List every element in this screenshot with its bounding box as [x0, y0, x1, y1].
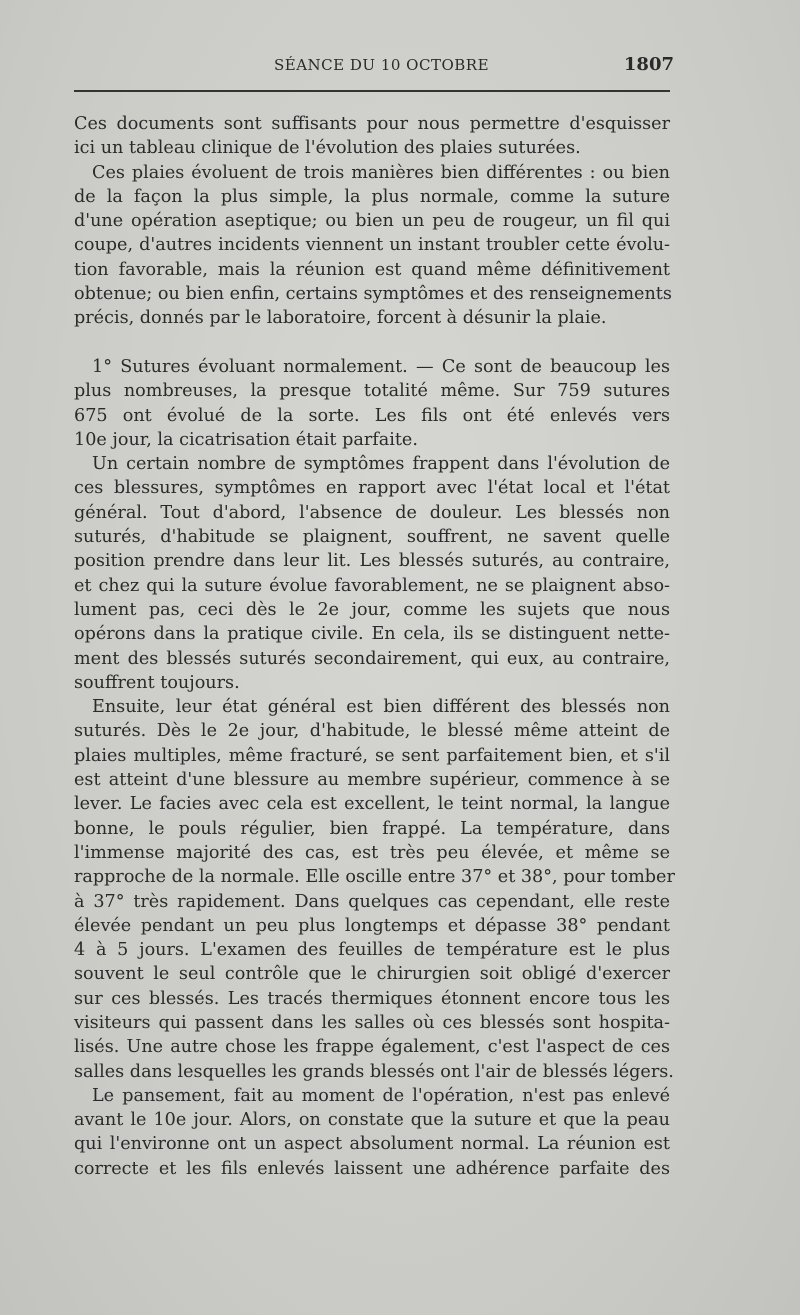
text-line: souvent le seul contrôle que le chirurgien soit obligé d'exercer	[74, 964, 670, 985]
text-line: d'une opération aseptique; ou bien un peu de rougeur, un fil qui	[74, 211, 670, 232]
body-text	[74, 112, 675, 1181]
text-line: plus nombreuses, la presque totalité même. Sur 759 sutures	[74, 381, 670, 402]
text-line: général. Tout d'abord, l'absence de douleur. Les blessés non	[74, 502, 670, 523]
text-line: Ensuite, leur état général est bien différent des blessés non	[92, 697, 670, 718]
text-line: obtenue; ou bien enfin, certains symptômes et des renseignements	[74, 284, 672, 305]
book-page	[74, 52, 675, 1179]
text-line: coupe, d'autres incidents viennent un instant troubler cette évolu-	[74, 235, 670, 256]
text-line: lever. Le facies avec cela est excellent, le teint normal, la langue	[74, 794, 670, 815]
text-line: à 37° très rapidement. Dans quelques cas cependant, elle reste	[74, 891, 670, 912]
text-line: tion favorable, mais la réunion est quand même définitivement	[74, 259, 670, 280]
text-line: Ces documents sont suffisants pour nous permettre d'esquisser	[74, 114, 670, 134]
text-line: et chez qui la suture évolue favorablement, ne se plaignent abso-	[74, 575, 670, 596]
section-heading-text: 1° Sutures évoluant normalement. — Ce sont de beaucoup les	[92, 356, 670, 377]
text-line: précis, donnés par le laboratoire, forcent à désunir la plaie.	[74, 308, 607, 329]
text-line: rapproche de la normale. Elle oscille entre 37° et 38°, pour tomber	[74, 867, 675, 888]
text-line: lisés. Une autre chose les frappe également, c'est l'aspect de ces	[74, 1037, 670, 1058]
text-line: 4 à 5 jours. L'examen des feuilles de température est le plus	[74, 940, 670, 961]
text-line: 10e jour, la cicatrisation était parfaite.	[74, 429, 418, 450]
text-line: ment des blessés suturés secondairement, qui eux, au contraire,	[74, 648, 670, 669]
text-line: Le pansement, fait au moment de l'opération, n'est pas enlevé	[92, 1085, 670, 1106]
text-line: qui l'environne ont un aspect absolument normal. La réunion est	[74, 1134, 670, 1155]
text-line: correcte et les fils enlevés laissent une adhérence parfaite des	[74, 1158, 670, 1179]
text-line: 675 ont évolué de la sorte. Les fils ont été enlevés vers	[74, 405, 670, 426]
text-line: suturés. Dès le 2e jour, d'habitude, le blessé même atteint de	[74, 721, 670, 742]
text-line: l'immense majorité des cas, est très peu élevée, et même se	[74, 842, 670, 863]
text-line: sur ces blessés. Les tracés thermiques étonnent encore tous les	[74, 988, 670, 1009]
running-head-title: SÉANCE DU 10 OCTOBRE	[274, 56, 490, 74]
text-line: Un certain nombre de symptômes frappent dans l'évolution de	[92, 454, 670, 475]
text-line: visiteurs qui passent dans les salles où ces blessés sont hospita-	[74, 1012, 670, 1033]
text-line: ici un tableau clinique de l'évolution des plaies suturées.	[74, 138, 581, 159]
text-line: suturés, d'habitude se plaignent, souffrent, ne savent quelle	[74, 527, 670, 548]
text-line: position prendre dans leur lit. Les blessés suturés, au contraire,	[74, 551, 670, 572]
text-line: élevée pendant un peu plus longtemps et dépasse 38° pendant	[74, 915, 670, 936]
text-line: opérons dans la pratique civile. En cela, ils se distinguent nette-	[74, 624, 670, 645]
text-line: salles dans lesquelles les grands blessés ont l'air de blessés légers.	[74, 1061, 674, 1082]
header-rule	[74, 90, 670, 92]
text-line: bonne, le pouls régulier, bien frappé. La température, dans	[74, 818, 670, 839]
page-number: 1807	[623, 54, 674, 75]
text-line: avant le 10e jour. Alors, on constate que la suture et que la peau	[74, 1110, 670, 1131]
text-line: plaies multiples, même fracturé, se sent parfaitement bien, et s'il	[74, 745, 670, 766]
text-line: souffrent toujours.	[74, 672, 240, 693]
text-line: de la façon la plus simple, la plus normale, comme la suture	[74, 186, 670, 207]
text-line: est atteint d'une blessure au membre supérieur, commence à se	[74, 770, 670, 791]
text-line: ces blessures, symptômes en rapport avec l'état local et l'état	[74, 478, 670, 499]
section-heading-line	[74, 355, 670, 379]
paragraph-gap	[74, 331, 670, 355]
text-line: Ces plaies évoluent de trois manières bien différentes : ou bien	[92, 162, 670, 183]
running-head	[74, 52, 674, 82]
text-line: lument pas, ceci dès le 2e jour, comme les sujets que nous	[74, 599, 670, 620]
